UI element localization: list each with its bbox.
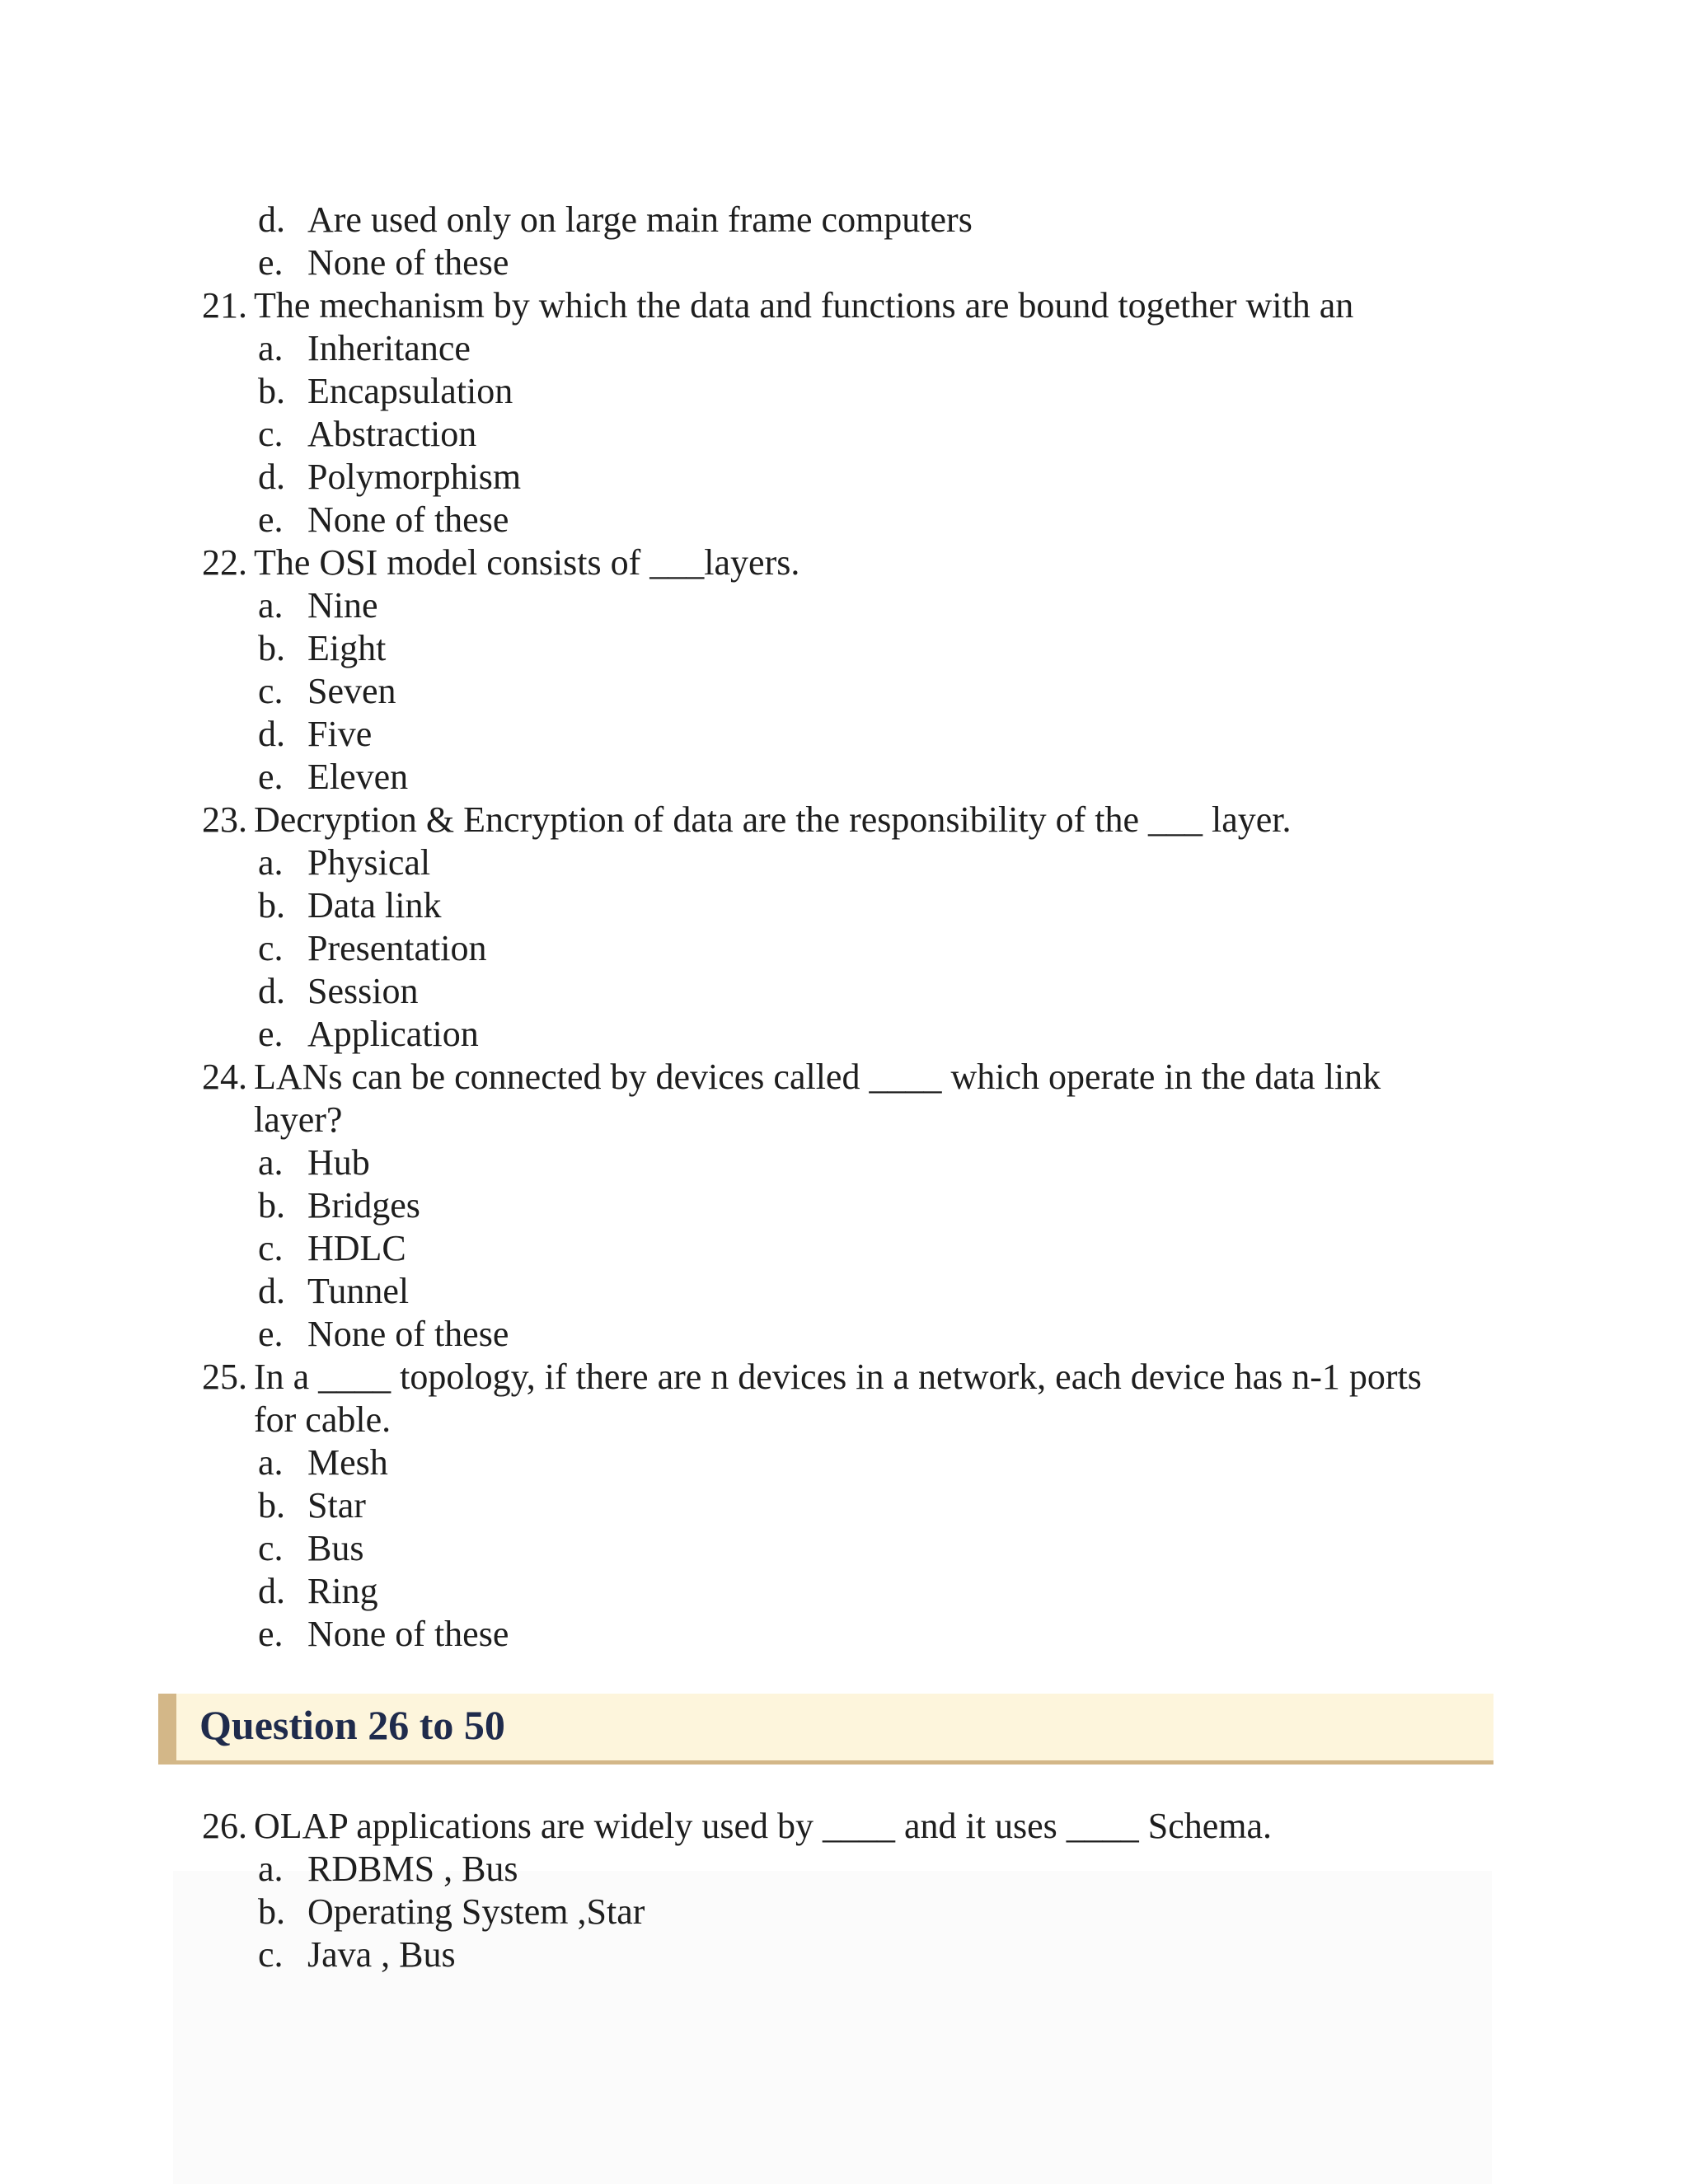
option-row — [0, 370, 1688, 413]
question-number: 22. — [202, 542, 247, 583]
option-row — [0, 970, 1688, 1013]
option-letter: a. — [258, 585, 284, 626]
question-text: OLAP applications are widely used by ____ and it uses ____ Schema. — [254, 1806, 1273, 1846]
option-text: Application — [307, 1014, 479, 1054]
option-text: Seven — [307, 671, 396, 711]
question-number: 21. — [202, 285, 247, 326]
option-text: Operating System ,Star — [307, 1891, 645, 1932]
question-line — [0, 1356, 1688, 1399]
option-text: Abstraction — [307, 414, 477, 454]
option-text: Hub — [307, 1142, 370, 1183]
question-number: 23. — [202, 799, 247, 840]
question-line — [0, 541, 1688, 584]
question-number: 25. — [202, 1357, 247, 1397]
option-row — [0, 841, 1688, 884]
option-letter: b. — [258, 1185, 285, 1226]
option-text: Physical — [307, 842, 431, 883]
option-letter: e. — [258, 757, 284, 797]
option-letter: e. — [258, 1014, 284, 1054]
option-text: Ring — [307, 1571, 378, 1611]
option-letter: d. — [258, 971, 285, 1011]
option-letter: b. — [258, 628, 285, 668]
section-heading: Question 26 to 50 — [199, 1702, 505, 1748]
option-text: None of these — [307, 1614, 509, 1654]
question-25 — [0, 1356, 1688, 1656]
option-row — [0, 1013, 1688, 1056]
option-letter: e. — [258, 499, 284, 540]
option-text: Eight — [307, 628, 387, 668]
option-text: Five — [307, 714, 373, 754]
option-row — [0, 584, 1688, 627]
option-letter: a. — [258, 1442, 284, 1483]
option-row — [0, 1933, 1688, 1976]
option-text: Polymorphism — [307, 457, 522, 497]
option-letter: b. — [258, 885, 285, 926]
option-letter: c. — [258, 1934, 284, 1975]
question-26 — [0, 1805, 1688, 1976]
option-text: RDBMS , Bus — [307, 1849, 518, 1889]
option-letter: d. — [258, 714, 285, 754]
option-text: Data link — [307, 885, 442, 926]
question-22 — [0, 541, 1688, 799]
option-letter: c. — [258, 928, 284, 968]
option-row — [0, 670, 1688, 713]
option-row — [0, 1141, 1688, 1184]
option-letter: d. — [258, 1271, 285, 1311]
question-line — [0, 1099, 1688, 1141]
question-text-continued: for cable. — [254, 1399, 392, 1440]
option-letter: a. — [258, 1849, 284, 1889]
option-row — [0, 499, 1688, 541]
option-letter: c. — [258, 671, 284, 711]
option-text: None of these — [307, 499, 509, 540]
option-text: Are used only on large main frame computers — [307, 199, 973, 240]
option-row — [0, 1313, 1688, 1356]
option-row — [0, 1527, 1688, 1570]
question-text: The OSI model consists of ___layers. — [254, 542, 800, 583]
option-text: Encapsulation — [307, 371, 513, 411]
option-letter: b. — [258, 1485, 285, 1526]
option-row — [0, 241, 1688, 284]
option-letter: e. — [258, 1614, 284, 1654]
option-row — [0, 1613, 1688, 1656]
option-text: Bridges — [307, 1185, 420, 1226]
option-row — [0, 627, 1688, 670]
option-row — [0, 1184, 1688, 1227]
question-23 — [0, 799, 1688, 1056]
question-text: LANs can be connected by devices called ____ which operate in the data link — [254, 1057, 1381, 1097]
option-text: Nine — [307, 585, 378, 626]
question-text: In a ____ topology, if there are n devices in a network, each device has n-1 ports — [254, 1357, 1422, 1397]
option-letter: e. — [258, 1314, 284, 1354]
question-21 — [0, 284, 1688, 541]
option-letter: d. — [258, 1571, 285, 1611]
option-row — [0, 756, 1688, 799]
option-row — [0, 1484, 1688, 1527]
option-text: Java , Bus — [307, 1934, 456, 1975]
option-letter: c. — [258, 1228, 284, 1268]
question-text-continued: layer? — [254, 1099, 343, 1140]
option-letter: a. — [258, 1142, 284, 1183]
option-letter: c. — [258, 414, 284, 454]
option-text: None of these — [307, 1314, 509, 1354]
option-row — [0, 1441, 1688, 1484]
question-line — [0, 1399, 1688, 1441]
option-text: None of these — [307, 242, 509, 283]
option-letter: c. — [258, 1528, 284, 1568]
option-text: Bus — [307, 1528, 364, 1568]
option-row — [0, 456, 1688, 499]
top-options — [0, 199, 1688, 284]
question-number: 24. — [202, 1057, 247, 1097]
option-row — [0, 713, 1688, 756]
option-letter: a. — [258, 328, 284, 368]
option-text: Session — [307, 971, 419, 1011]
option-text: Inheritance — [307, 328, 471, 368]
question-text: The mechanism by which the data and functions are bound together with an — [254, 285, 1354, 326]
option-row — [0, 413, 1688, 456]
option-text: Tunnel — [307, 1271, 410, 1311]
option-text: HDLC — [307, 1228, 406, 1268]
question-number: 26. — [202, 1806, 247, 1846]
option-letter: a. — [258, 842, 284, 883]
option-row — [0, 199, 1688, 241]
option-letter: b. — [258, 371, 285, 411]
question-text: Decryption & Encryption of data are the responsibility of the ___ layer. — [254, 799, 1292, 840]
question-line — [0, 1805, 1688, 1848]
option-row — [0, 884, 1688, 927]
question-line — [0, 799, 1688, 841]
option-row — [0, 327, 1688, 370]
option-text: Eleven — [307, 757, 409, 797]
option-text: Star — [307, 1485, 366, 1526]
option-row — [0, 927, 1688, 970]
option-row — [0, 1848, 1688, 1891]
option-row — [0, 1891, 1688, 1933]
option-letter: e. — [258, 242, 284, 283]
option-row — [0, 1227, 1688, 1270]
option-letter: b. — [258, 1891, 285, 1932]
option-text: Mesh — [307, 1442, 388, 1483]
question-24 — [0, 1056, 1688, 1356]
option-letter: d. — [258, 199, 285, 240]
question-line — [0, 1056, 1688, 1099]
option-row — [0, 1270, 1688, 1313]
option-letter: d. — [258, 457, 285, 497]
option-row — [0, 1570, 1688, 1613]
question-line — [0, 284, 1688, 327]
option-text: Presentation — [307, 928, 487, 968]
